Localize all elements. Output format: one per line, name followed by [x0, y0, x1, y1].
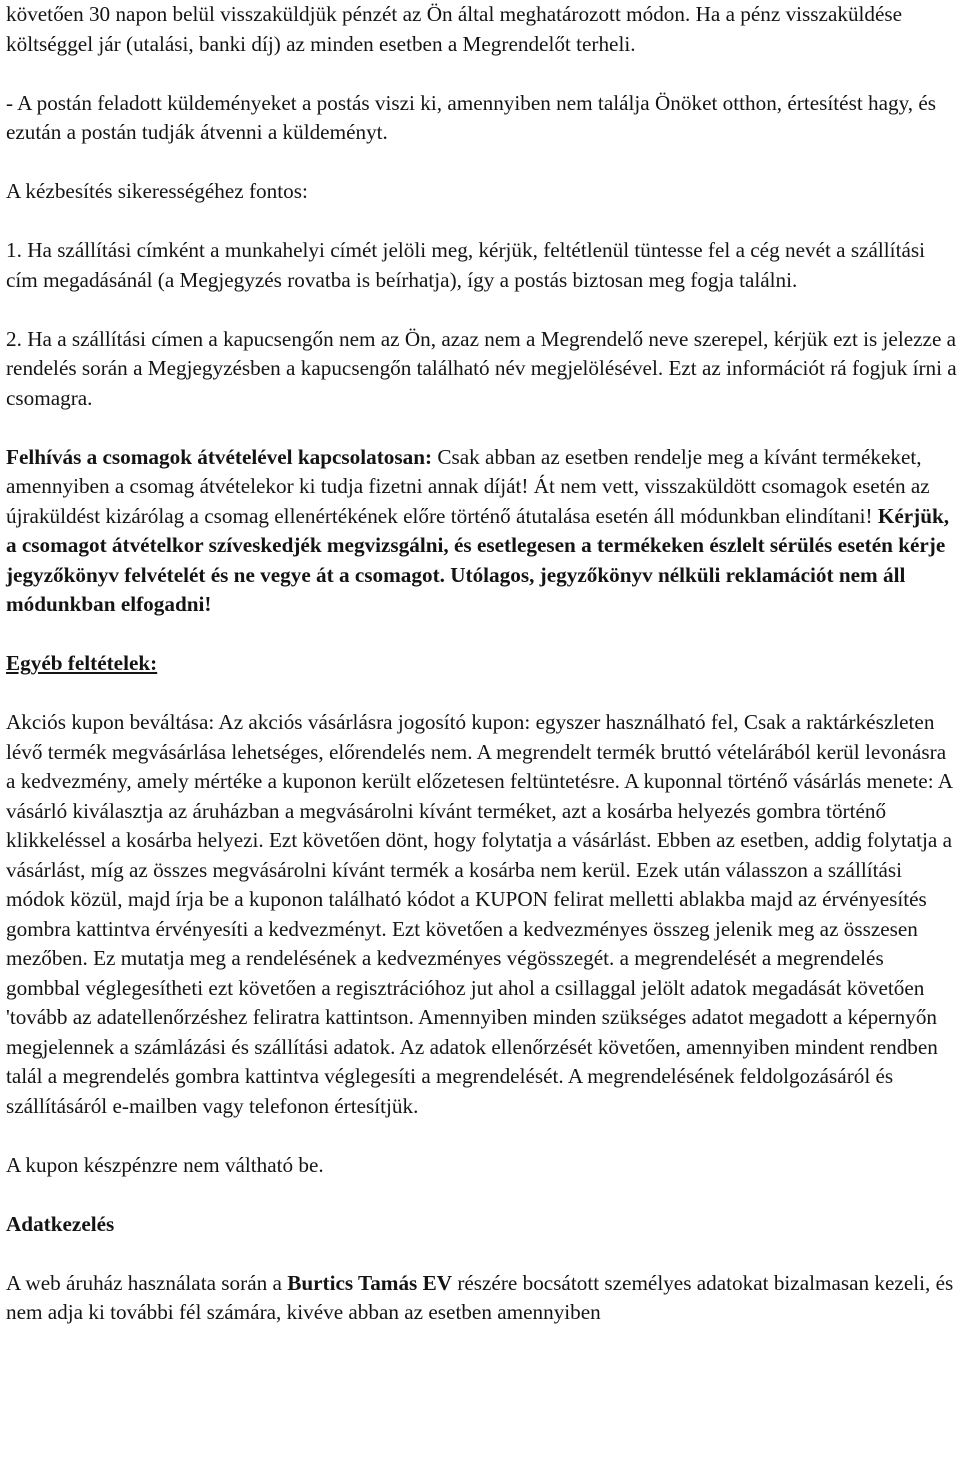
paragraph-refund: követően 30 napon belül visszaküldjük pénzét az Ön által meghatározott módon. Ha a pénz visszaküldése költséggel jár (utalási, banki díj) az minden esetben a Megrendelőt terheli. — [6, 2, 903, 56]
spacer — [6, 148, 960, 178]
spacer — [6, 295, 960, 325]
spacer — [6, 1121, 960, 1151]
paragraph-delivery-heading: A kézbesítés sikerességéhez fontos: — [6, 179, 308, 203]
spacer — [6, 59, 960, 89]
paragraph-package-notice — [6, 443, 960, 620]
heading-data-handling: Adatkezelés — [6, 1211, 115, 1236]
data-text-before: A web áruház használata során a — [6, 1270, 288, 1295]
spacer — [6, 413, 960, 443]
data-text-after: részére bocsátott személyes adatokat bizalmasan kezeli, és nem adja ki további fél számára, kivéve abban az esetben amennyiben — [6, 1270, 954, 1324]
paragraph-data-handling — [6, 1269, 960, 1328]
notice-lead: Felhívás a csomagok átvételével kapcsolatosan: — [6, 444, 433, 469]
paragraph-coupon: Akciós kupon beváltása: Az akciós vásárlásra jogosító kupon: egyszer használható fel, Csak a raktárkészleten lévő termék megvásárlása lehetséges, előrendelés nem. A megrendelt termék bruttó vételárából kerül levonásra a kedvezmény, amely mértéke a kuponon került előzetesen feltüntetésre. A kuponnal történő vásárlás menete: A vásárló kiválasztja az áruházban a megvásárolni kívánt terméket, azt a kosárba helyezés gombra történő klikkeléssel a kosárba helyezi. Ezt követően dönt, hogy folytatja a vásárlást. Ebben az esetben, addig folytatja a vásárlást, míg az összes megvásárolni kívánt termék a kosárba nem kerül. Ezek után válasszon a szállítási módok közül, majd írja be a kuponon található kódot a KUPON felirat melletti ablakba majd az érvényesítés gombra kattintva érvényesíti a kedvezményt. Ezt követően a kedvezményes összeg jelenik meg az összesen mezőben. Ez mutatja meg a rendelésének a kedvezményes végösszegét. a megrendelését a megrendelés gombbal véglegesítheti ezt követően a regisztrációhoz jut ahol a csillaggal jelölt adatok megadását követően 'tovább az adatellenőrzéshez feliratra kattintson. Amennyiben minden szükséges adatot megadott a képernyőn megjelennek a számlázási és szállítási adatok. Az adatok ellenőrzését követően, amennyiben mindent rendben talál a megrendelés gombra kattintva véglegesíti a megrendelését. A megrendelésének feldolgozásáról és szállításáról e-mailben vagy telefonon értesítjük. — [6, 710, 953, 1118]
company-name: Burtics Tamás EV — [287, 1270, 453, 1295]
notice-text: Csak abban az esetben rendelje meg a kívánt termékeket, amennyiben a csomag átvételekor ki tudja fizetni annak díját! Át nem vett, visszaküldött csomagok esetén az újraküldést kizárólag a csomag ellenértékének előre történő átutalása esetén áll módunkban elindítani! — [6, 444, 930, 528]
spacer — [6, 1239, 960, 1269]
paragraph-coupon-cash: A kupon készpénzre nem váltható be. — [6, 1152, 324, 1177]
list-item-workplace-address: 1. Ha szállítási címként a munkahelyi címét jelöli meg, kérjük, feltétlenül tüntesse fel a cég nevét a szállítási cím megadásánál (a Megjegyzés rovatba is beírhatja), így a postás biztosan meg fogja találni. — [6, 238, 925, 292]
spacer — [6, 620, 960, 650]
paragraph-post-delivery: - A postán feladott küldeményeket a postás viszi ki, amennyiben nem találja Önöket otthon, értesítést hagy, és ezután a postán tudják átvenni a küldeményt. — [6, 90, 937, 144]
list-item-doorbell-name: 2. Ha a szállítási címen a kapucsengőn nem az Ön, azaz nem a Megrendelő neve szerepel, kérjük ezt is jelezze a rendelés során a Megjegyzésben a kapucsengőn található név megjelölésével. Ezt az információt rá fogjuk írni a csomagra. — [6, 326, 957, 410]
spacer — [6, 1180, 960, 1210]
notice-tail: Kérjük, a csomagot átvételkor szíveskedjék megvizsgálni, és esetlegesen a termékeken észlelt sérülés esetén kérje jegyzőkönyv felvételét és ne vegye át a csomagot. Utólagos, jegyzőkönyv nélküli reklamációt nem áll módunkban elfogadni! — [6, 503, 950, 616]
spacer — [6, 679, 960, 709]
heading-other-terms: Egyéb feltételek: — [6, 651, 158, 675]
spacer — [6, 207, 960, 237]
